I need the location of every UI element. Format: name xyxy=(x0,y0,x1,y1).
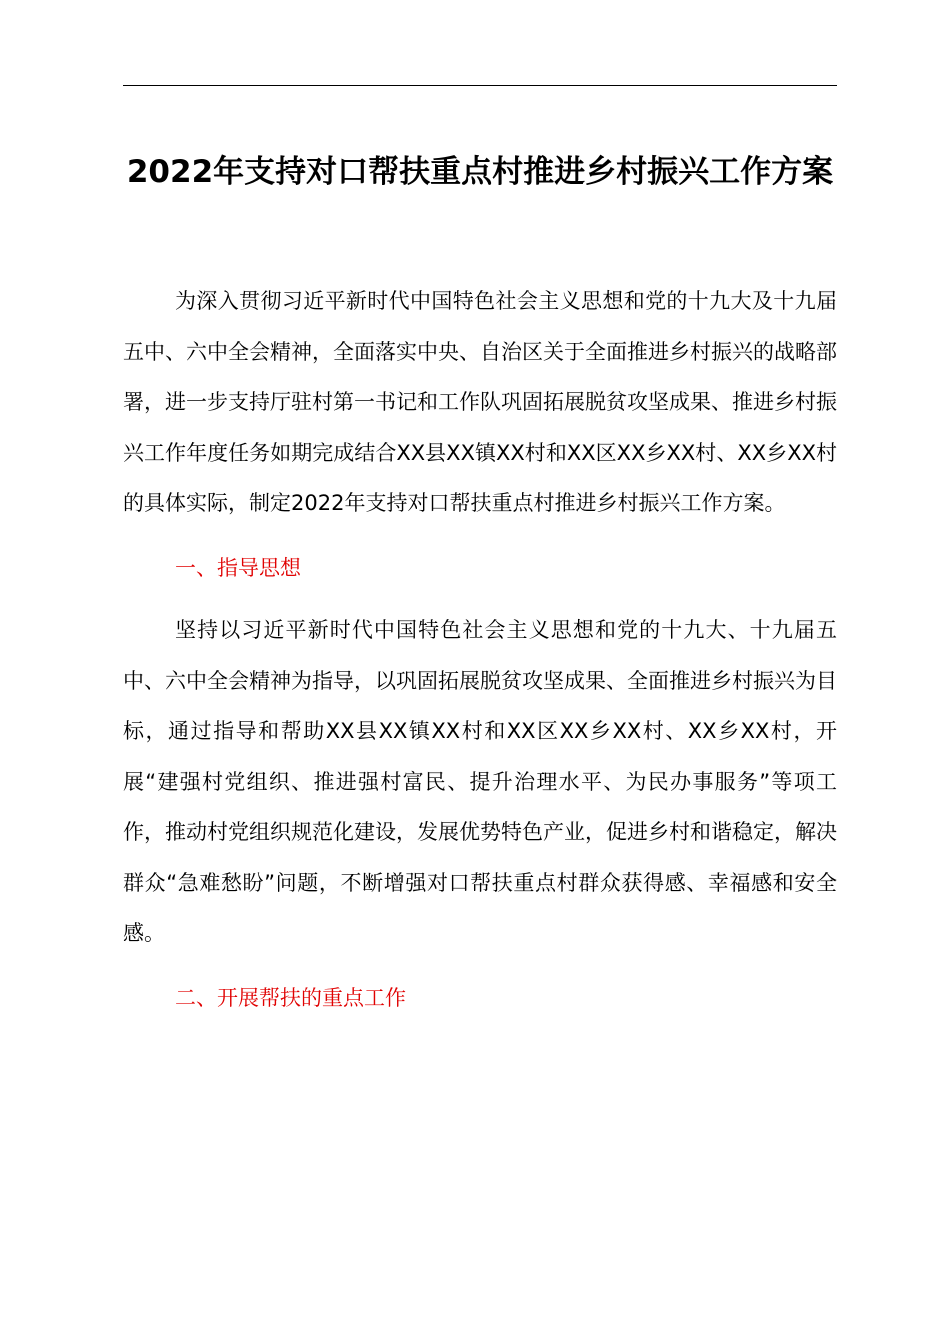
guiding-ideology-paragraph: 坚持以习近平新时代中国特色社会主义思想和党的十九大、十九届五中、六中全会精神为指导，以巩固拓展脱贫攻坚成果、全面推进乡村振兴为目标，通过指导和帮助XX县XX镇XX村和XX区XX乡XX村、XX乡XX村，开展“建强村党组织、推进强村富民、提升治理水平、为民办事服务”等项工作，推动村党组织规范化建设，发展优势特色产业，促进乡村和谐稳定，解决群众“急难愁盼”问题，不断增强对口帮扶重点村群众获得感、幸福感和安全感。 xyxy=(123,618,837,945)
document-body xyxy=(123,276,837,1035)
section-heading-key-work: 二、开展帮扶的重点工作 xyxy=(175,985,406,1010)
section-heading-guiding-ideology: 一、指导思想 xyxy=(175,555,301,580)
document-title: 2022年支持对口帮扶重点村推进乡村振兴工作方案 xyxy=(126,154,834,190)
header-rule xyxy=(123,85,837,86)
intro-paragraph: 为深入贯彻习近平新时代中国特色社会主义思想和党的十九大及十九届五中、六中全会精神，全面落实中央、自治区关于全面推进乡村振兴的战略部署，进一步支持厅驻村第一书记和工作队巩固拓展脱贫攻坚成果、推进乡村振兴工作年度任务如期完成结合XX县XX镇XX村和XX区XX乡XX村、XX乡XX村的具体实际，制定2022年支持对口帮扶重点村推进乡村振兴工作方案。 xyxy=(123,289,837,515)
